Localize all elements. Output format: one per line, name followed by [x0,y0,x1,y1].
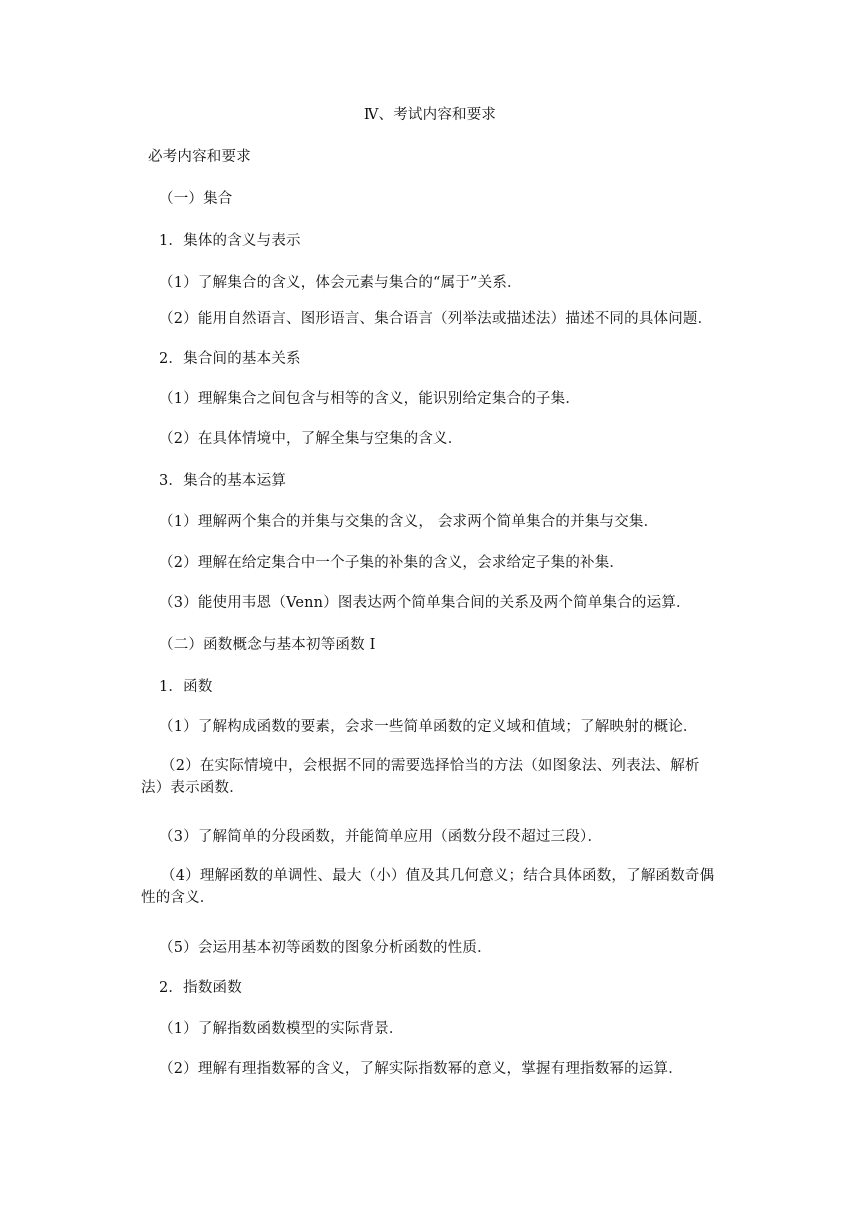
subsection-heading: 1．集体的含义与表示 [159,233,301,249]
page-title: Ⅳ、考试内容和要求 [363,107,497,123]
subsection-heading: 2．集合间的基本关系 [159,351,301,367]
list-item: （3）了解简单的分段函数，并能简单应用（函数分段不超过三段）． [159,829,603,845]
list-item: （2）理解有理指数幂的含义，了解实际指数幂的意义，掌握有理指数幂的运算． [159,1061,683,1077]
list-item: （2）在具体情境中，了解全集与空集的含义． [159,431,463,447]
list-item: （2）理解在给定集合中一个子集的补集的含义，会求给定子集的补集． [159,555,625,571]
list-item: （1）了解构成函数的要素，会求一些简单函数的定义域和值域；了解映射的概论． [159,719,698,735]
list-item: （3）能使用韦恩（Venn）图表达两个简单集合间的关系及两个简单集合的运算． [159,595,691,611]
subsection-heading: 1．函数 [159,679,213,695]
list-item: （2）在实际情境中，会根据不同的需要选择恰当的方法（如图象法、列表法、解析法）表示函数． [141,758,700,796]
list-item: （4）理解函数的单调性、最大（小）值及其几何意义；结合具体函数，了解函数奇偶性的含义． [141,868,715,906]
subsection-heading: 3．集合的基本运算 [159,473,287,489]
part-heading-functions: （二）函数概念与基本初等函数 I [159,637,376,653]
list-item: （1）理解集合之间包含与相等的含义，能识别给定集合的子集． [159,391,581,407]
list-item: （2）能用自然语言、图形语言、集合语言（列举法或描述法）描述不同的具体问题． [159,311,713,327]
section-heading: 必考内容和要求 [148,149,251,165]
list-item: （1）了解集合的含义，体会元素与集合的“属于”关系． [159,275,522,291]
subsection-heading: 2．指数函数 [159,980,242,996]
list-item: （1）了解指数函数模型的实际背景． [159,1021,404,1037]
list-item: （5）会运用基本初等函数的图象分析函数的性质． [159,940,492,956]
part-heading-sets: （一）集合 [159,191,233,207]
list-item: （1）理解两个集合的并集与交集的含义， 会求两个简单集合的并集与交集． [159,514,659,530]
